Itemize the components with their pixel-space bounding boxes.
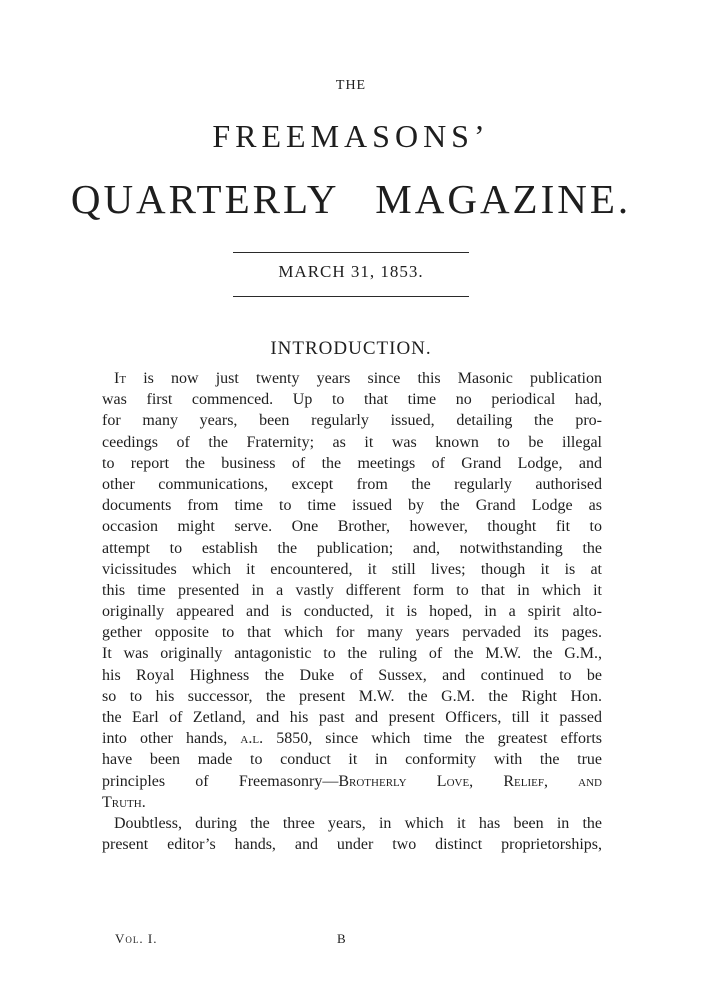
body-line: present editor’s hands, and under two distinct proprietorships,	[102, 836, 602, 854]
body-line: principles of Freemasonry—Brotherly Love, Relief, and	[102, 772, 603, 790]
body-line: ceedings of the Fraternity; as it was known to be illegal	[102, 433, 602, 451]
body-line: originally appeared and is conducted, it is hoped, in a spirit alto-	[102, 603, 602, 621]
body-line: other communications, except from the regularly authorised	[102, 475, 602, 493]
body-line: vicissitudes which it encountered, it still lives; though it is at	[102, 560, 602, 578]
body-line: was first commenced. Up to that time no periodical had,	[102, 391, 602, 409]
body-line: occasion might serve. One Brother, however, thought fit to	[102, 518, 602, 536]
article-heading: INTRODUCTION.	[270, 338, 432, 359]
body-line: Doubtless, during the three years, in which it has been in the	[114, 814, 602, 832]
body-line: into other hands, a.l. 5850, since which time the greatest efforts	[102, 730, 603, 748]
body-line: the Earl of Zetland, and his past and present Officers, till it passed	[102, 709, 602, 726]
article-body	[102, 368, 602, 855]
body-line: to report the business of the meetings of Grand Lodge, and	[102, 454, 602, 472]
masthead-the: THE	[335, 78, 367, 93]
masthead-title-line2: QUARTERLY MAGAZINE.	[70, 176, 632, 222]
signature-mark: B	[337, 931, 347, 946]
date-rule-bottom	[233, 296, 469, 297]
body-line: gether opposite to that which for many years pervaded its pages.	[102, 624, 602, 642]
date-rule-top	[233, 252, 469, 253]
body-line: so to his successor, the present M.W. the G.M. the Right Hon.	[102, 687, 602, 705]
volume-label: Vol. I.	[115, 931, 158, 946]
body-line: his Royal Highness the Duke of Sussex, and continued to be	[102, 666, 602, 684]
body-line: Truth.	[102, 793, 146, 811]
body-line: documents from time to time issued by the Grand Lodge as	[102, 497, 602, 515]
body-line: this time presented in a vastly different form to that in which it	[102, 581, 602, 599]
body-line: for many years, been regularly issued, detailing the pro-	[102, 412, 602, 430]
page-footer	[115, 931, 415, 947]
issue-date: MARCH 31, 1853.	[278, 262, 424, 281]
body-line: It was originally antagonistic to the ruling of the M.W. the G.M.,	[102, 645, 602, 663]
masthead-title-line1: FREEMASONS’	[212, 118, 490, 154]
body-line: have been made to conduct it in conformity with the true	[102, 751, 602, 769]
body-line: attempt to establish the publication; and, notwithstanding the	[102, 539, 602, 557]
body-line: It is now just twenty years since this Masonic publication	[114, 370, 602, 387]
body-line-opening: It	[114, 370, 127, 387]
